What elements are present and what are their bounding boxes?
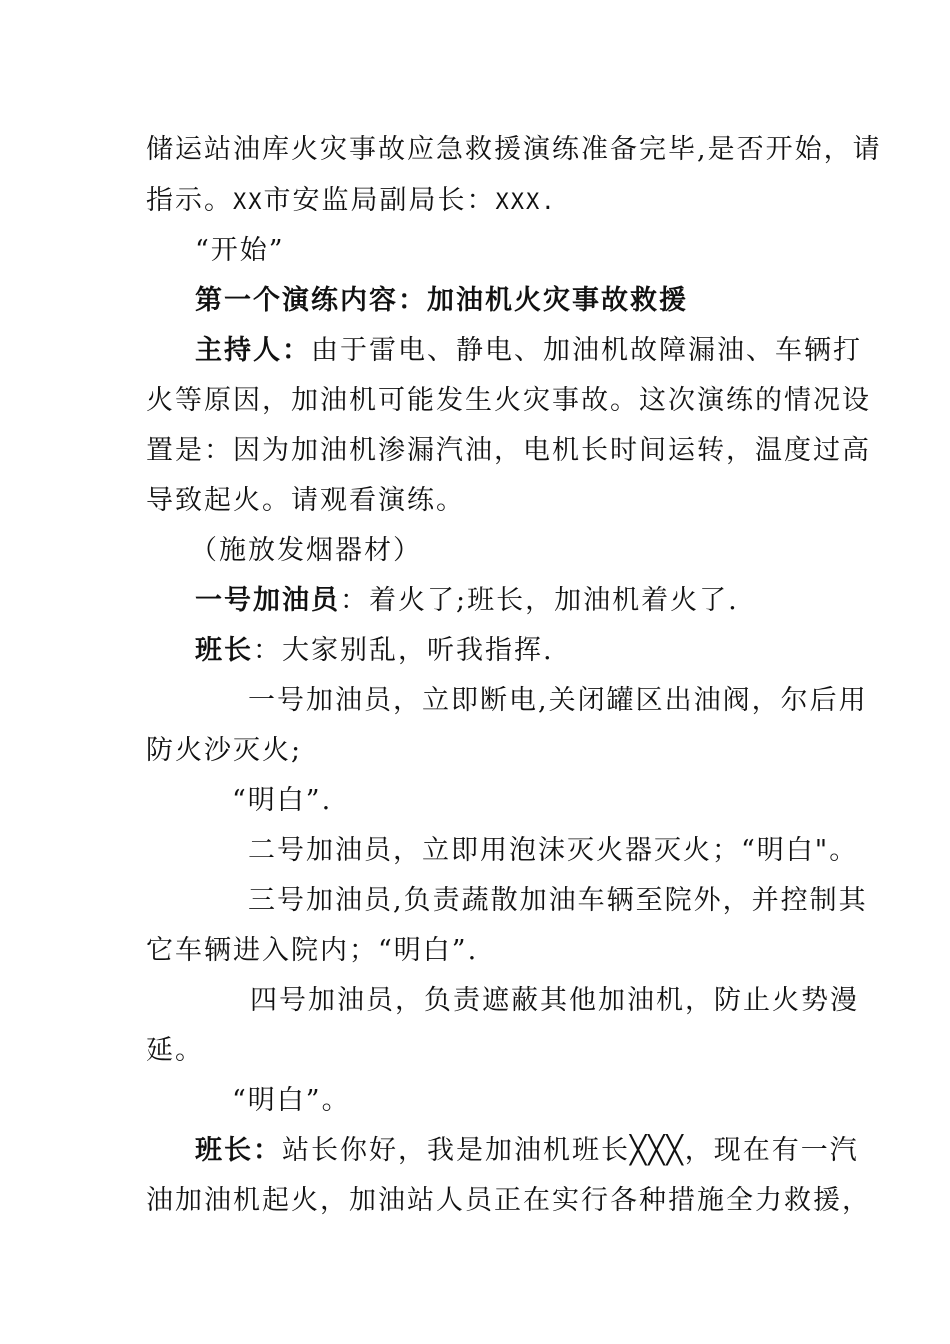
- text-run: “明白”.: [232, 785, 333, 816]
- speaker-label: 主持人：: [195, 335, 311, 366]
- paragraph-line: [248, 683, 868, 719]
- speaker-label: 班长: [195, 635, 253, 666]
- speaker-label: 一号加油员: [195, 585, 340, 616]
- paragraph-line: [146, 1183, 871, 1219]
- paragraph-line: [146, 933, 806, 969]
- paragraph-line: [250, 983, 859, 1019]
- text-run: 防火沙灭火;: [146, 735, 303, 766]
- text-run: 导致起火。请观看演练。: [146, 485, 465, 516]
- text-run: 指示。: [146, 185, 233, 216]
- text-run: 火等原因，加油机可能发生火灾事故。这次演练的情况设: [146, 385, 871, 416]
- paragraph-line: [146, 1033, 806, 1069]
- text-run: ：大家别乱，听我指挥.: [253, 635, 554, 666]
- text-run: 置是：因为加油机渗漏汽油，电机长时间运转，温度过高: [146, 435, 871, 466]
- text-run: XXX.: [495, 190, 557, 215]
- text-run: 二号加油员，立即用泡沫灭火器灭火；“明白"。: [248, 835, 859, 866]
- stage-note: [190, 533, 850, 569]
- paragraph-line: [195, 1133, 859, 1169]
- text-run: 第一个演练内容：加油机火灾事故救援: [195, 285, 688, 316]
- paragraph-line: [195, 333, 862, 369]
- reply-line: [232, 783, 892, 819]
- text-run: 它车辆进入院内；“明白”.: [146, 935, 479, 966]
- text-run: XX: [233, 190, 264, 215]
- text-run: 延。: [146, 1035, 204, 1066]
- paragraph-line: [248, 883, 868, 919]
- text-run: （施放发烟器材）: [190, 535, 422, 566]
- reply-line: [232, 1083, 892, 1119]
- text-run: ：着火了;班长，加油机着火了.: [340, 585, 739, 616]
- quote-start: [195, 233, 855, 269]
- paragraph-line: [146, 132, 882, 168]
- paragraph-line: [146, 433, 871, 469]
- paragraph-line: [195, 583, 855, 619]
- text-run: 一号加油员，立即断电,关闭罐区出油阀，尔后用: [248, 685, 868, 716]
- paragraph-line: [146, 383, 871, 419]
- text-run: 油加油机起火，加油站人员正在实行各种措施全力救援，: [146, 1185, 871, 1216]
- speaker-label: 班长：: [195, 1135, 282, 1166]
- text-run: “明白”。: [232, 1085, 351, 1116]
- text-run: 由于雷电、静电、加油机故障漏油、车辆打: [311, 335, 862, 366]
- paragraph-line: [146, 183, 806, 221]
- paragraph-line: [195, 633, 855, 669]
- section-heading: [195, 283, 855, 319]
- text-run: 市安监局副局长：: [263, 185, 496, 216]
- paragraph-line: [248, 833, 908, 869]
- text-run: 四号加油员，负责遮蔽其他加油机，防止火势漫: [250, 985, 859, 1016]
- text-run: 储运站油库火灾事故应急救援演练准备完毕,是否开始，请: [146, 134, 882, 165]
- text-run: “开始”: [195, 235, 285, 266]
- text-run: 三号加油员,负责蔬散加油车辆至院外，并控制其: [248, 885, 868, 916]
- paragraph-line: [146, 733, 806, 769]
- paragraph-line: [146, 483, 806, 519]
- text-run: 站长你好，我是加油机班长╳╳╳，现在有一汽: [282, 1135, 859, 1166]
